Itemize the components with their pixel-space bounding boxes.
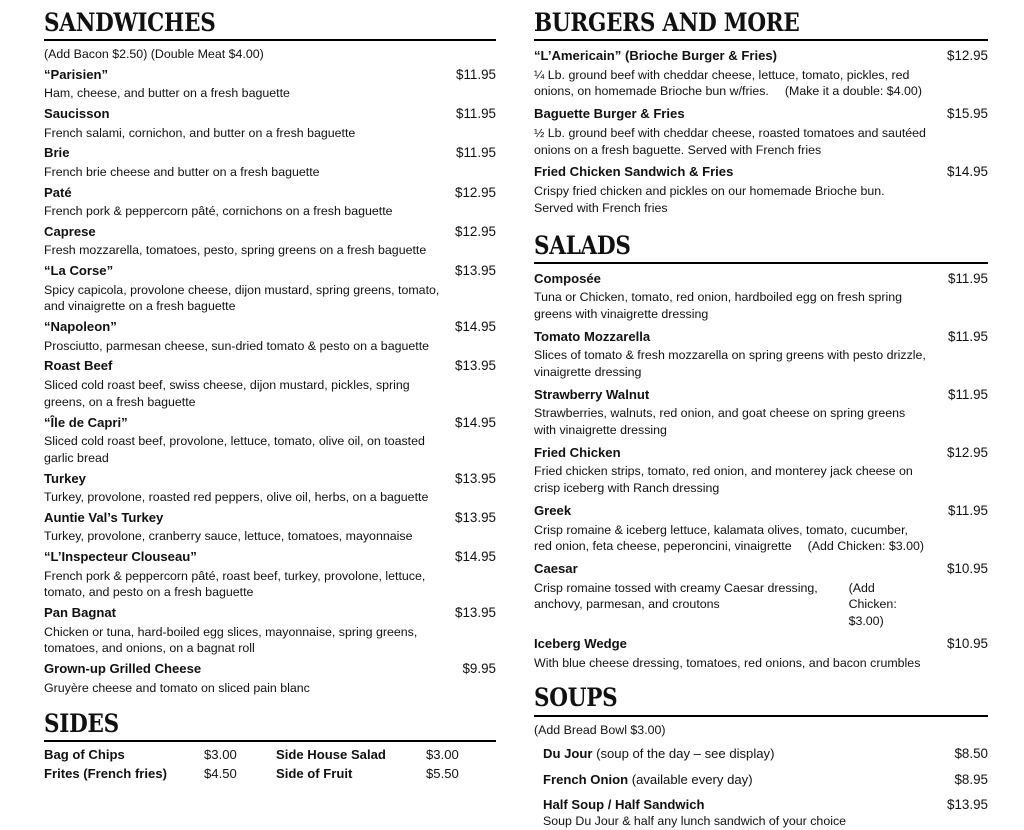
menu-item-row [534, 46, 988, 66]
description-text: ¼ Lb. ground beef with cheddar cheese, lettuce, tomato, pickles, red onions, on homemade Brioche bun w/fries. [534, 67, 910, 99]
section-title-sandwiches: SANDWICHES [44, 8, 216, 37]
menu-item [44, 222, 496, 259]
menu-item-description [44, 203, 444, 220]
soup-item-qualifier: (available every day) [628, 771, 753, 787]
soup-item-row [534, 796, 988, 814]
section-rule-soups [534, 715, 988, 717]
menu-item-description [44, 125, 444, 142]
menu-item [534, 501, 988, 555]
menu-item-row [44, 222, 496, 242]
soup-item-label [543, 771, 753, 789]
menu-item-row [44, 65, 496, 85]
section-soups [534, 685, 988, 830]
menu-item-name: Brie [44, 145, 70, 161]
menu-item-description [44, 489, 444, 506]
description-text: Crispy fried chicken and pickles on our homemade Brioche bun. Served with French fries [534, 183, 885, 215]
menu-item [44, 413, 496, 467]
menu-item-price: $9.95 [462, 661, 496, 677]
menu-item-price: $15.95 [947, 106, 988, 122]
description-text: With blue cheese dressing, tomatoes, red onions, and bacon crumbles [534, 655, 921, 670]
section-burgers [534, 10, 988, 217]
sandwiches-item-list [44, 65, 496, 697]
section-sandwiches [44, 10, 496, 697]
menu-item-row [44, 104, 496, 124]
menu-item-name: Paté [44, 184, 72, 200]
menu-item-name: Fried Chicken Sandwich & Fries [534, 164, 734, 180]
menu-item-description [534, 67, 926, 101]
right-column [534, 8, 988, 829]
menu-item-description [534, 289, 926, 323]
description-text: Ham, cheese, and butter on a fresh baguette [44, 86, 290, 101]
menu-item-price: $13.95 [455, 358, 496, 374]
menu-item-price: $14.95 [947, 164, 988, 180]
menu-item-row [44, 356, 496, 376]
menu-item [44, 65, 496, 102]
soup-item-name: Half Soup / Half Sandwich [543, 797, 705, 813]
menu-item [44, 547, 496, 601]
menu-item-name: Tomato Mozzarella [534, 328, 651, 344]
menu-item [44, 659, 496, 696]
description-text: Fried chicken strips, tomato, red onion, and monterey jack cheese on crisp iceberg with Ranch dressing [534, 464, 913, 496]
menu-item-price: $13.95 [455, 509, 496, 525]
menu-item-price: $12.95 [947, 445, 988, 461]
menu-item-price: $13.95 [455, 470, 496, 486]
menu-item-name: Caesar [534, 561, 578, 577]
menu-item-name: “La Corse” [44, 263, 114, 279]
menu-item-row [534, 634, 988, 654]
menu-item-description [534, 347, 926, 381]
description-text: Turkey, provolone, cranberry sauce, lettuce, tomatoes, mayonnaise [44, 529, 413, 544]
menu-item [534, 46, 988, 100]
menu-item-description [534, 405, 926, 439]
section-rule-sandwiches [44, 39, 496, 41]
left-column [44, 10, 496, 791]
description-text: Prosciutto, parmesan cheese, sun-dried tomato & pesto on a baguette [44, 338, 430, 353]
description-text: Strawberries, walnuts, red onion, and goat cheese on spring greens with vinaigrette dressing [534, 406, 906, 438]
menu-item-row [44, 317, 496, 337]
section-rule-sides [44, 740, 496, 742]
description-text: Spicy capicola, provolone cheese, dijon mustard, spring greens, tomato, and vinaigrette on a fresh baguette [44, 282, 440, 314]
menu-item-name: “L’Americain” (Brioche Burger & Fries) [534, 48, 778, 64]
menu-item-price: $11.95 [948, 386, 988, 402]
menu-item-price: $10.95 [947, 561, 988, 577]
menu-item-row [534, 269, 988, 289]
menu-item-name: Composée [534, 270, 601, 286]
soup-item-price: $13.95 [947, 797, 988, 813]
soup-item-row [534, 745, 988, 763]
menu-item [44, 356, 496, 410]
side-item-name: Side of Fruit [276, 765, 353, 781]
menu-item-description [534, 580, 926, 631]
description-text: Chicken or tuna, hard-boiled egg slices, mayonnaise, spring greens, tomatoes, and onions, on a bagnat roll [44, 624, 418, 656]
menu-item-description [534, 183, 926, 217]
side-item-price: $4.50 [204, 765, 237, 781]
menu-item-price: $11.95 [456, 106, 496, 122]
menu-item-description [44, 164, 444, 181]
menu-item-description [534, 463, 926, 497]
menu-item-name: Iceberg Wedge [534, 636, 627, 652]
section-sides [44, 708, 496, 781]
menu-item [534, 559, 988, 630]
soup-item-label [543, 796, 705, 814]
menu-item-name: “Île de Capri” [44, 414, 128, 430]
description-text: Tuna or Chicken, tomato, red onion, hardboiled egg on fresh spring greens with vinaigrette dressing [534, 290, 903, 322]
side-item-name: Frites (French fries) [44, 765, 167, 781]
menu-item-addon: (Make it a double: $4.00) [784, 84, 922, 99]
menu-item-price: $11.95 [948, 328, 988, 344]
side-item-price: $3.00 [204, 746, 237, 762]
menu-item-price: $13.95 [455, 263, 496, 279]
menu-item-description [534, 655, 926, 672]
menu-item-price: $11.95 [948, 503, 988, 519]
menu-item-description [44, 433, 444, 467]
menu-item-description [44, 338, 444, 355]
menu-item-name: “Parisien” [44, 66, 109, 82]
menu-item [44, 469, 496, 506]
menu-item [534, 327, 988, 381]
menu-item-price: $10.95 [947, 636, 988, 652]
section-title-sides: SIDES [44, 708, 119, 738]
menu-item-description [44, 85, 444, 102]
menu-item-row [44, 469, 496, 489]
menu-item-description [44, 624, 444, 658]
menu-item-description [44, 568, 444, 602]
menu-item-name: Greek [534, 503, 572, 519]
description-text: Crisp romaine & iceberg lettuce, kalamata olives, tomato, cucumber, red onion, feta cheese, peperoncini, vinaigrette [534, 522, 908, 554]
soup-item-row [534, 771, 988, 789]
soup-item [534, 771, 988, 789]
menu-item-row [534, 104, 988, 124]
menu-item-addon: (Add Chicken: $3.00) [807, 539, 925, 554]
menu-item-name: Turkey [44, 470, 86, 486]
menu-item-name: Auntie Val’s Turkey [44, 509, 164, 525]
description-text: Gruyère cheese and tomato on sliced pain blanc [44, 680, 310, 695]
description-text: ½ Lb. ground beef with cheddar cheese, roasted tomatoes and sautéed onions on a fresh baguette. Served with French fries [534, 125, 926, 157]
description-text: Crisp romaine tossed with creamy Caesar dressing, anchovy, parmesan, and croutons [534, 580, 818, 612]
menu-item [534, 443, 988, 497]
column-gutter [496, 10, 534, 791]
section-salads [534, 230, 988, 672]
section-title-soups: SOUPS [534, 683, 618, 713]
menu-item-row [44, 659, 496, 679]
menu-item-price: $11.95 [456, 66, 496, 82]
menu-item [534, 634, 988, 671]
description-text: Slices of tomato & fresh mozzarella on spring greens with pesto drizzle, vinaigrette dressing [534, 348, 926, 380]
side-item-price: $3.00 [426, 746, 459, 762]
menu-item-price: $14.95 [455, 549, 496, 565]
menu-item-description [534, 522, 926, 556]
description-text: Sliced cold roast beef, swiss cheese, dijon mustard, pickles, spring greens, on a fresh baguette [44, 377, 410, 409]
burgers-item-list [534, 46, 988, 216]
menu-item [44, 317, 496, 354]
menu-item-name: Caprese [44, 223, 96, 239]
menu-item-price: $12.95 [947, 48, 988, 64]
section-title-salads: SALADS [534, 230, 631, 260]
menu-item [44, 508, 496, 545]
menu-item-name: Strawberry Walnut [534, 386, 650, 402]
menu-item [44, 183, 496, 220]
menu-item-row [534, 501, 988, 521]
side-item-price: $5.50 [426, 765, 459, 781]
menu-item-row [44, 508, 496, 528]
section-rule-salads [534, 262, 988, 264]
description-text: French pork & peppercorn pâté, cornichons on a fresh baguette [44, 204, 393, 219]
menu-item-row [534, 559, 988, 579]
soup-item-description: Soup Du Jour & half any lunch sandwich of your choice [543, 814, 847, 829]
menu-item-description [44, 377, 444, 411]
menu-item-row [44, 547, 496, 567]
side-item-name: Side House Salad [276, 746, 386, 762]
sandwiches-note: (Add Bacon $2.50) (Double Meat $4.00) [44, 47, 264, 62]
menu-item [534, 104, 988, 158]
menu-item-description [44, 528, 444, 545]
menu-item [44, 104, 496, 141]
sides-grid [44, 747, 496, 781]
soup-item-name: Du Jour [543, 746, 593, 762]
menu-item-row [534, 385, 988, 405]
menu-item-row [534, 162, 988, 182]
menu-item [534, 269, 988, 323]
menu-item [534, 385, 988, 439]
soups-note: (Add Bread Bowl $3.00) [534, 722, 666, 737]
menu-item-name: “Napoleon” [44, 319, 117, 335]
description-text: Fresh mozzarella, tomatoes, pesto, spring greens on a fresh baguette [44, 243, 427, 258]
menu-item-description [44, 680, 444, 697]
soup-item-price: $8.50 [954, 746, 988, 762]
description-text: Sliced cold roast beef, provolone, lettuce, tomato, olive oil, on toasted garlic bread [44, 433, 425, 465]
section-rule-burgers [534, 39, 988, 41]
menu-item-row [44, 261, 496, 281]
menu-item-description [534, 125, 926, 159]
menu-item [534, 162, 988, 216]
menu-item-name: Baguette Burger & Fries [534, 106, 685, 122]
menu-item-description [44, 242, 444, 259]
description-text: French salami, cornichon, and butter on a fresh baguette [44, 125, 356, 140]
menu-item-row [534, 327, 988, 347]
description-text: French brie cheese and butter on a fresh baguette [44, 164, 320, 179]
salads-item-list [534, 269, 988, 672]
description-text: Turkey, provolone, roasted red peppers, olive oil, herbs, on a baguette [44, 490, 429, 505]
soups-item-list [534, 745, 988, 830]
menu-item-row [44, 143, 496, 163]
menu-item-addon: (Add Chicken: $3.00) [848, 580, 897, 629]
soup-item [534, 796, 988, 830]
side-item-name: Bag of Chips [44, 746, 125, 762]
menu-item-row [534, 443, 988, 463]
soup-item-price: $8.95 [954, 771, 988, 787]
menu-item-price: $11.95 [456, 145, 496, 161]
menu-item-row [44, 603, 496, 623]
menu-item-description [44, 282, 444, 316]
menu-item-price: $12.95 [455, 184, 496, 200]
menu-item-name: Roast Beef [44, 358, 113, 374]
menu-item [44, 261, 496, 315]
menu-item-price: $14.95 [455, 414, 496, 430]
menu-item-row [44, 413, 496, 433]
description-text: French pork & peppercorn pâté, roast beef, turkey, provolone, lettuce, tomato, and pesto on a fresh baguette [44, 568, 426, 600]
soup-item-label [543, 745, 774, 763]
menu-item-name: Saucisson [44, 106, 110, 122]
soup-item-name: French Onion [543, 771, 629, 787]
soup-item-qualifier: (soup of the day – see display) [592, 746, 775, 762]
menu-item-name: Fried Chicken [534, 445, 621, 461]
menu-item-name: “L’Inspecteur Clouseau” [44, 549, 197, 565]
section-title-burgers: BURGERS AND MORE [534, 8, 800, 37]
menu-item-name: Grown-up Grilled Cheese [44, 661, 202, 677]
soup-item [534, 745, 988, 763]
menu-item [44, 603, 496, 657]
menu-item-price: $12.95 [455, 223, 496, 239]
menu-item-row [44, 183, 496, 203]
menu-item-price: $14.95 [455, 319, 496, 335]
menu-item-price: $13.95 [455, 605, 496, 621]
menu-item-price: $11.95 [948, 270, 988, 286]
menu-item [44, 143, 496, 180]
menu-item-name: Pan Bagnat [44, 605, 117, 621]
